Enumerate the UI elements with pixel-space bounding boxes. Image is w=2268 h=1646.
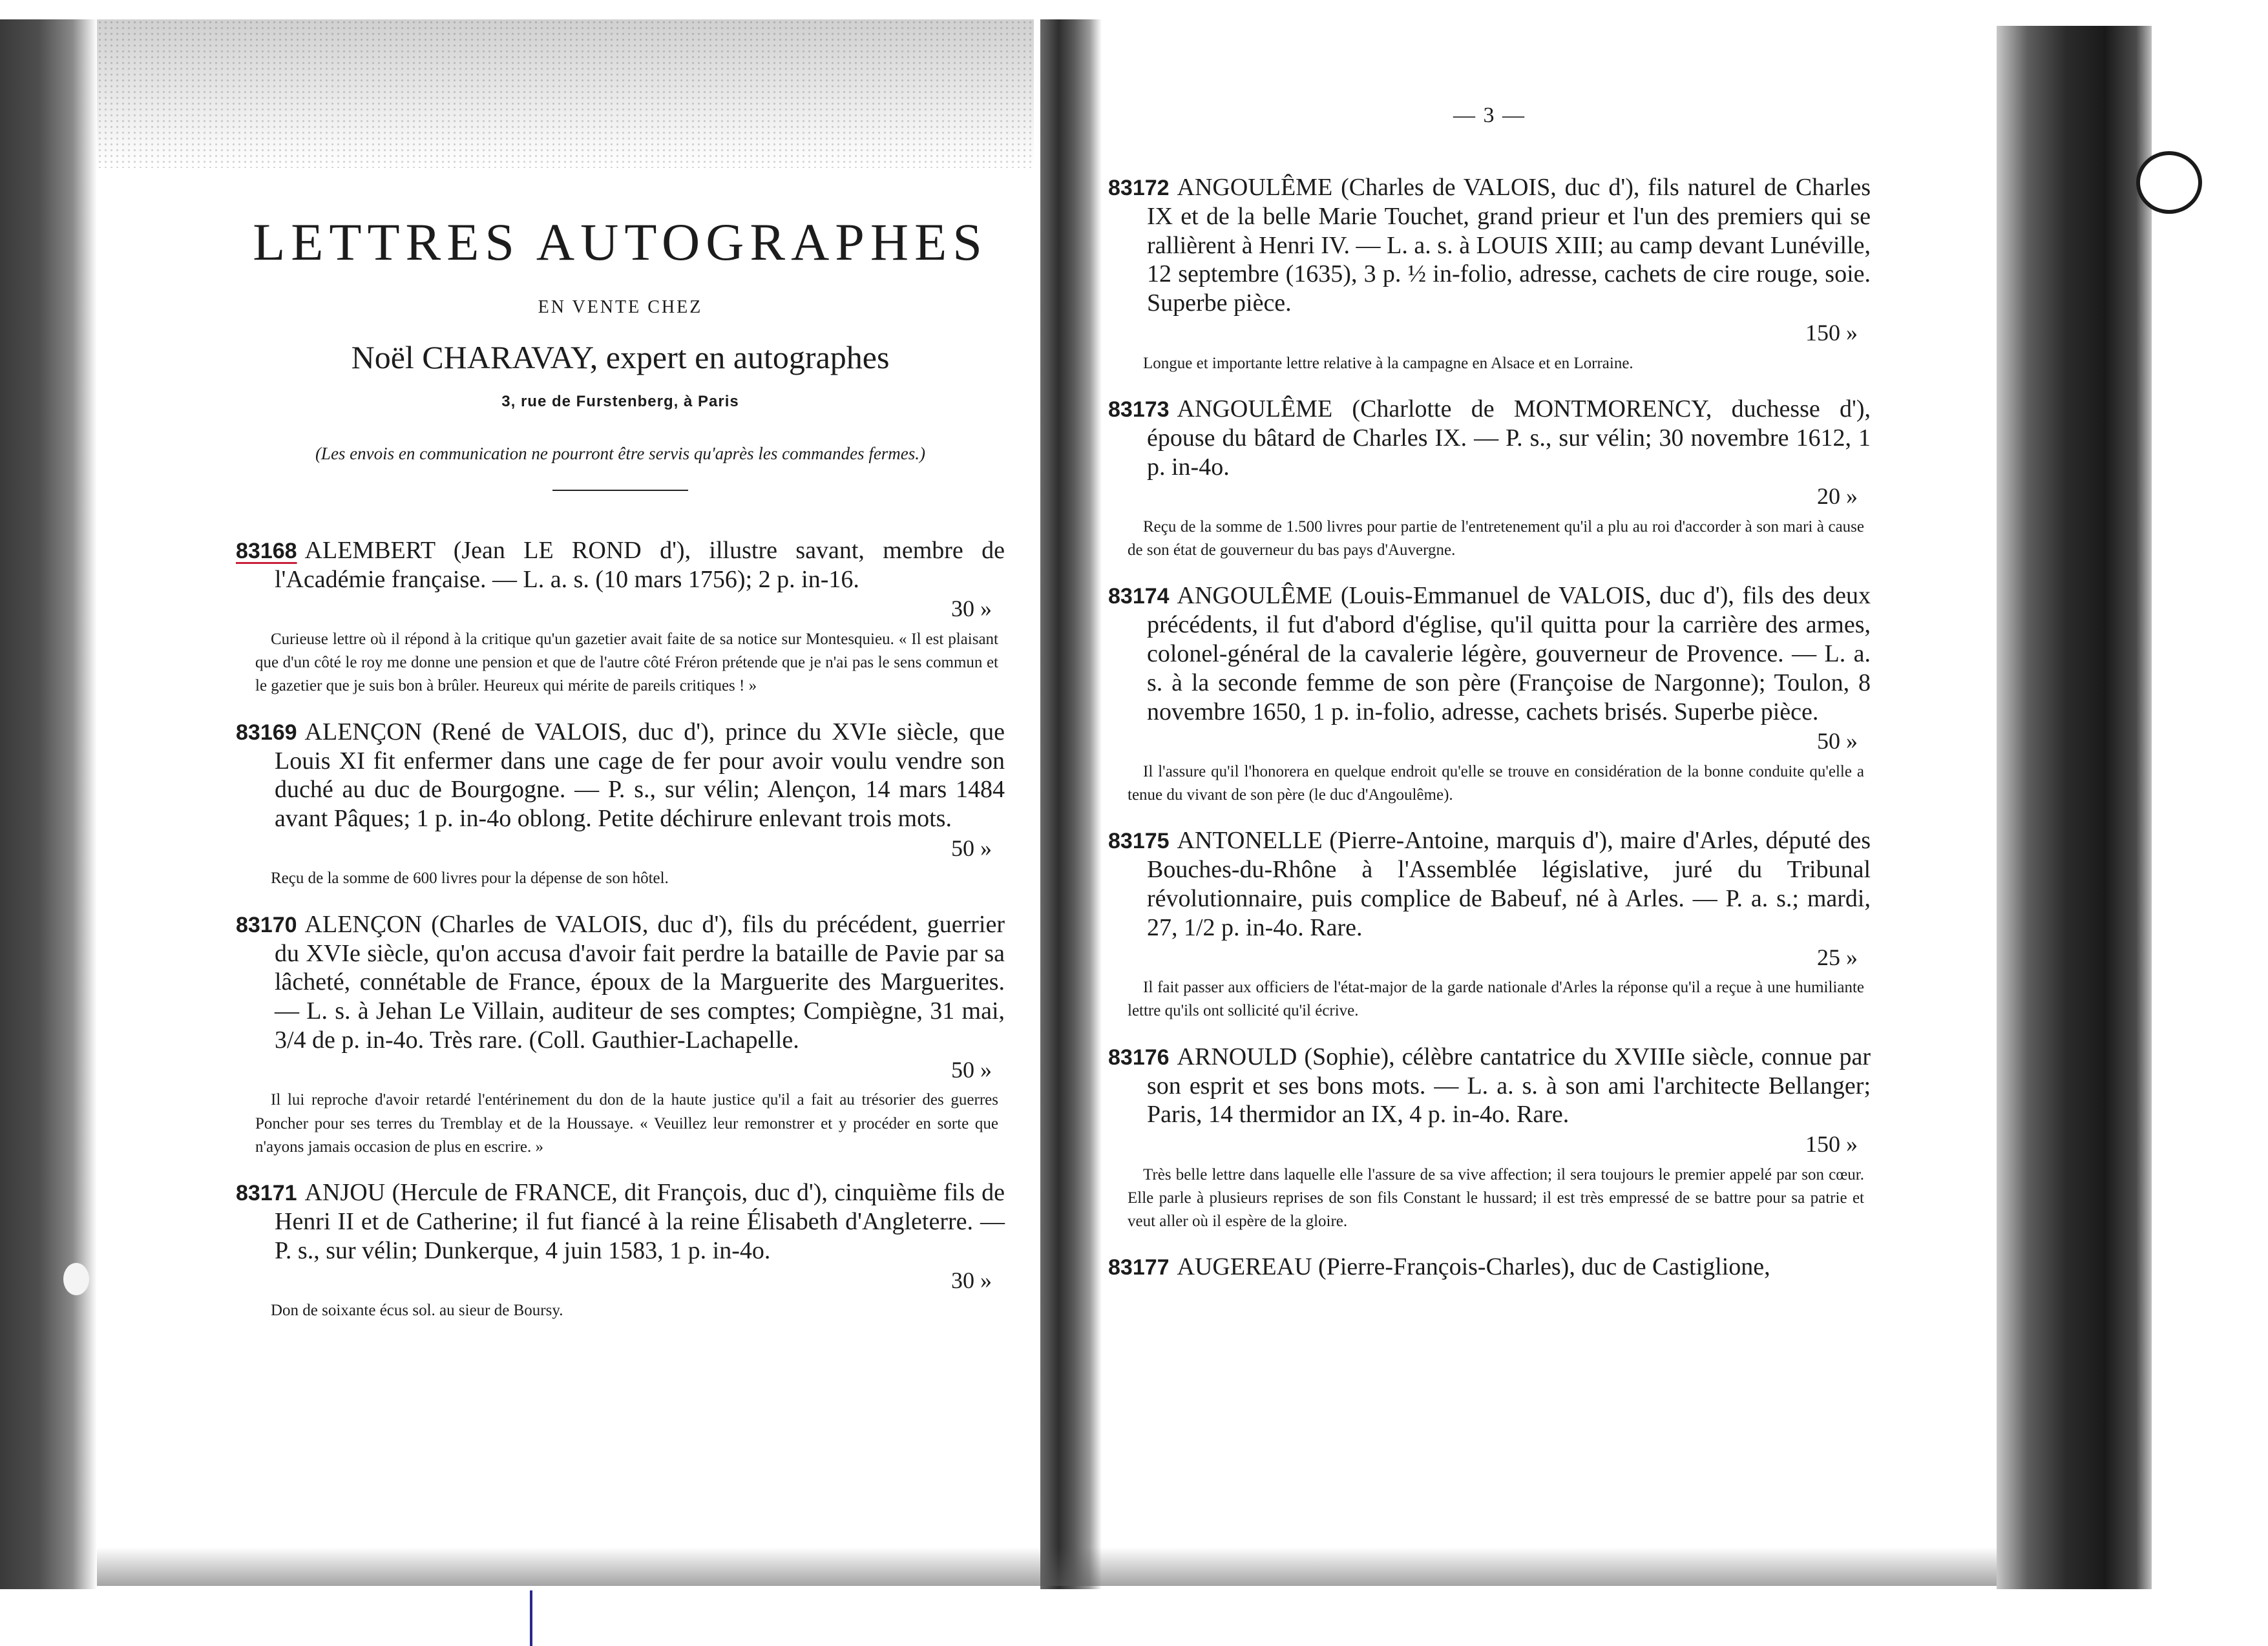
entry-text: ALEMBERT (Jean LE ROND d'), illustre savant, membre de l'Académie française. — L. a. s. (10 mars 1756); 2 p. in-16.	[275, 536, 1005, 593]
entry-price: 50 »	[1817, 728, 1858, 755]
entry-price: 150 »	[1805, 320, 1858, 346]
entry-price: 30 »	[951, 1267, 992, 1293]
entry-number: 83172	[1108, 176, 1170, 200]
dealer-address: 3, rue de Furstenberg, à Paris	[501, 393, 739, 410]
entry-description: Il l'assure qu'il l'honorera en quelque endroit qu'elle se trouve en considération de la bonne conduite qu'elle a tenue du vivant de son père (le duc d'Angoulême).	[1128, 762, 1864, 804]
entry-body	[1108, 826, 1871, 971]
entry-body	[1108, 173, 1871, 347]
entry-description: Reçu de la somme de 1.500 livres pour partie de l'entretenement qu'il a plu au roi d'accorder à son mari à cause de son état de gouverneur du bas pays d'Auvergne.	[1128, 517, 1864, 559]
punch-hole-mark	[2140, 155, 2198, 210]
catalog-entry	[1108, 395, 1871, 562]
entry-text: ANGOULÊME (Louis-Emmanuel de VALOIS, duc d'), fils des deux précédents, il fut d'abord d'église, qu'il quitta pour la carrière des armes, colonel-général de la cavalerie légère, gouverneur de Provence. — L. a. s. à la seconde femme de son père (Françoise de Nargonne); Toulon, 8 novembre 1650, 1 p. in-folio, adresse, cachets brisés. Superbe pièce.	[1147, 582, 1871, 725]
catalog-entry	[236, 536, 1005, 698]
entry-description: Longue et importante lettre relative à la campagne en Alsace et en Lorraine.	[1143, 354, 1633, 372]
catalog-entry	[1108, 1253, 1871, 1282]
catalog-entry	[236, 718, 1005, 891]
entry-description: Il fait passer aux officiers de l'état-major de la garde nationale d'Arles la réponse qu'il a reçue à une humiliante lettre qu'ils ont sollicité qu'il écrive.	[1128, 979, 1864, 1020]
entry-price: 150 »	[1805, 1131, 1858, 1158]
divider-rule	[552, 490, 688, 491]
catalog-entry	[236, 1178, 1005, 1322]
entry-number: 83176	[1108, 1045, 1170, 1070]
entry-text: ALENÇON (Charles de VALOIS, duc d'), fils du précédent, guerrier du XVIe siècle, qu'on accusa d'avoir fait perdre la bataille de Pavie par sa lâcheté, connétable de France, époux de la Marguerite des Marguerites. — L. s. à Jehan Le Villain, auditeur de ses comptes; Compiègne, 31 mai, 3/4 de p. in-4o. Très rare. (Coll. Gauthier-Lachapelle.	[275, 910, 1005, 1054]
entry-number: 83177	[1108, 1255, 1170, 1280]
entry-body	[236, 1178, 1005, 1294]
entry-number: 83169	[236, 720, 297, 745]
entry-number: 83168	[236, 538, 297, 563]
catalog-entry	[1108, 173, 1871, 375]
entry-price: 20 »	[1817, 483, 1858, 510]
entry-text: ANTONELLE (Pierre-Antoine, marquis d'), maire d'Arles, député des Bouches-du-Rhône à l'Assemblée législative, juré du Tribunal révolutionnaire, puis complice de Babeuf, né à Arles. — P. a. s.; mardi, 27, 1/2 p. in-4o. Rare.	[1147, 827, 1871, 941]
entry-body	[1108, 581, 1871, 755]
left-page	[236, 194, 1005, 1342]
entry-number: 83175	[1108, 829, 1170, 854]
entry-body	[236, 910, 1005, 1084]
entry-description: Très belle lettre dans laquelle elle l'assure de sa vive affection; il sera toujours le premier appelé par son cœur. Elle parle à plusieurs reprises de son fils Constant le hussard; il est très empressé de se battre pour sa patrie et veut aller où il espère de la gloire.	[1128, 1165, 1864, 1231]
entry-price: 30 »	[951, 596, 992, 622]
scan-bottom-shadow	[97, 1547, 2035, 1586]
entry-description: Don de soixante écus sol. au sieur de Boursy.	[271, 1302, 563, 1320]
entry-body	[1108, 1043, 1871, 1158]
entry-description: Il lui reproche d'avoir retardé l'entérinement du don de la haute justice qu'il a fait au trésorier des guerres Poncher pour ses terres du Tremblay et de la Houssaye. « Veuillez leur remonstrer et y procéder en sorte que n'ayons jamais occasion de plus en escrire. »	[255, 1091, 998, 1156]
entry-number: 83174	[1108, 584, 1170, 609]
scan-left-edge-shadow	[0, 19, 97, 1589]
entry-text: ALENÇON (René de VALOIS, duc d'), prince du XVIe siècle, que Louis XI fit enfermer dans une cage de fer pour avoir voulu vendre son duché au duc de Bourgogne. — P. s., sur vélin; Alençon, 14 mars 1484 avant Pâques; 1 p. in-4o oblong. Petite déchirure enlevant trois mots.	[275, 718, 1005, 833]
entry-text: AUGEREAU (Pierre-François-Charles), duc de Castiglione,	[1177, 1253, 1770, 1281]
entry-price: 50 »	[951, 835, 992, 861]
entry-body	[236, 718, 1005, 862]
entry-body	[1108, 1253, 1871, 1282]
entry-text: ANGOULÊME (Charles de VALOIS, duc d'), fils naturel de Charles IX et de la belle Marie Touchet, grand prieur et l'un des premiers qui se rallièrent à Henri IV. — L. a. s. à LOUIS XIII; au camp devant Lunéville, 12 septembre (1635), 3 p. ½ in-folio, adresse, cachets de cire rouge, soie. Superbe pièce.	[1147, 174, 1871, 317]
scan-blemish	[63, 1263, 89, 1295]
entry-number: 83170	[236, 912, 297, 937]
scan-blue-mark	[530, 1590, 532, 1646]
entry-number: 83171	[236, 1181, 297, 1206]
right-page	[1108, 103, 1871, 1301]
entry-description: Curieuse lettre où il répond à la critique qu'un gazetier avait faite de sa notice sur Montesquieu. « Il est plaisant que d'un côté le roy me donne une pension et que de l'autre côté Fréron prétende que je n'ai pas le sens commun et le gazetier que je suis bon à brûler. Heureux qui mérite de pareils critiques ! »	[255, 630, 998, 695]
catalog-entry	[236, 910, 1005, 1159]
entry-text: ARNOULD (Sophie), célèbre cantatrice du XVIIIe siècle, connue par son esprit et ses bons mots. — L. a. s. à son ami l'architecte Bellanger; Paris, 14 thermidor an IX, 4 p. in-4o. Rare.	[1147, 1043, 1871, 1129]
book-gutter-shadow	[1040, 19, 1102, 1589]
entry-text: ANGOULÊME (Charlotte de MONTMORENCY, duchesse d'), épouse du bâtard de Charles IX. — P. s., sur vélin; 30 novembre 1612, 1 p. in-4o.	[1147, 395, 1871, 481]
catalog-entry	[1108, 1043, 1871, 1234]
scan-top-speckle	[97, 19, 1034, 168]
entry-body	[1108, 395, 1871, 510]
shipping-note: (Les envois en communication ne pourront être servis qu'après les commandes fermes.)	[315, 444, 926, 463]
entry-price: 50 »	[951, 1056, 992, 1083]
entry-description: Reçu de la somme de 600 livres pour la dépense de son hôtel.	[271, 870, 669, 888]
catalog-entry	[1108, 581, 1871, 807]
entry-body	[236, 536, 1005, 623]
catalog-entry	[1108, 826, 1871, 1023]
entry-price: 25 »	[1817, 944, 1858, 970]
entry-number: 83173	[1108, 397, 1170, 422]
page-number: — 3 —	[1453, 103, 1526, 127]
dealer-name: Noël CHARAVAY, expert en autographes	[351, 339, 890, 375]
entry-text: ANJOU (Hercule de FRANCE, dit François, duc d'), cinquième fils de Henri II et de Catherine; il fut fiancé à la reine Élisabeth d'Angleterre. — P. s., sur vélin; Dunkerque, 4 juin 1583, 1 p. in-4o.	[275, 1179, 1005, 1264]
catalog-subtitle: EN VENTE CHEZ	[538, 297, 703, 317]
catalog-title: LETTRES AUTOGRAPHES	[253, 213, 988, 271]
scan-right-edge-shadow	[1997, 26, 2152, 1589]
